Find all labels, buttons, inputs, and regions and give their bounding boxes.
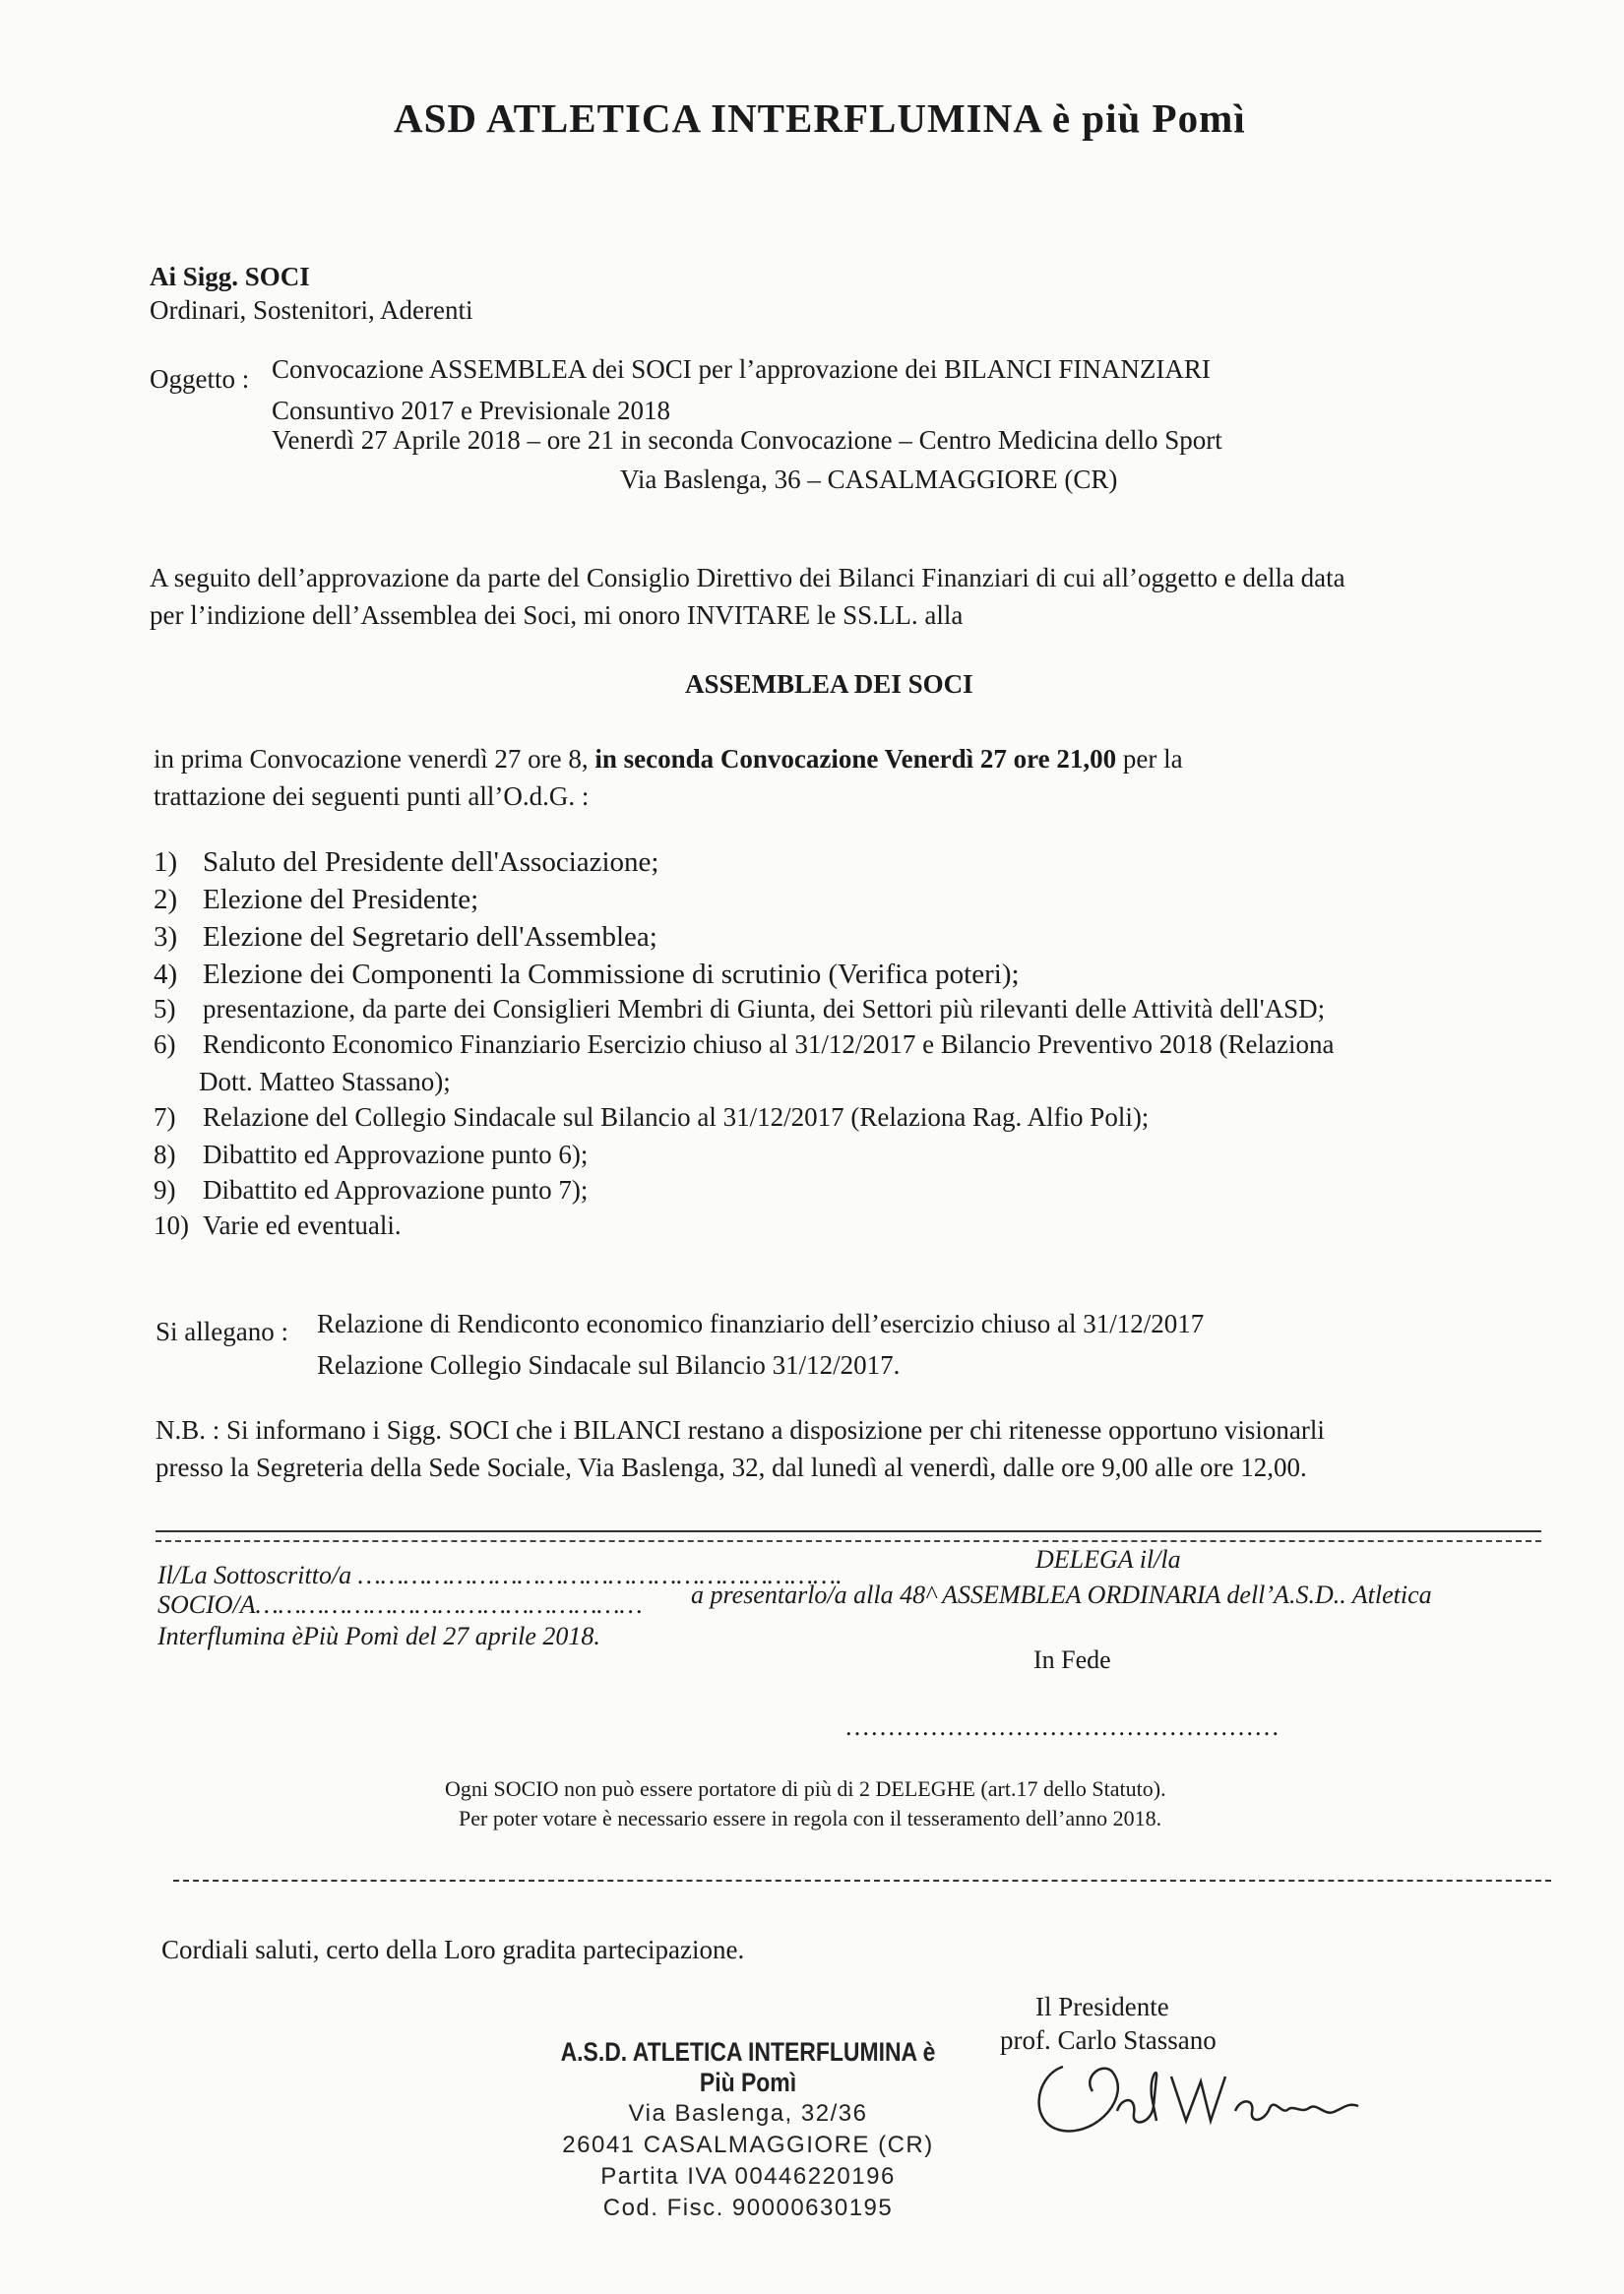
president-role: Il Presidente xyxy=(1035,1992,1169,2021)
stamp-fiscal: Cod. Fisc. 90000630195 xyxy=(602,2195,894,2221)
delegation-line-2-b: a presentarlo/a alla 48^ ASSEMBLEA ORDINARIA dell’A.S.D.. Atletica xyxy=(691,1581,1432,1609)
subject-line-2: Consuntivo 2017 e Previsionale 2018 xyxy=(272,396,670,425)
stamp-city: 26041 CASALMAGGIORE (CR) xyxy=(562,2132,934,2158)
assembly-heading: ASSEMBLEA DEI SOCI xyxy=(685,669,973,699)
convocation-tail: per la xyxy=(1116,744,1183,774)
section-divider xyxy=(156,1530,1541,1532)
nb-line-1: N.B. : Si informano i Sigg. SOCI che i BILANCI restano a disposizione per chi ritenesse opportuno visionarli xyxy=(156,1415,1325,1445)
signature-line: …………………………………………… xyxy=(844,1712,1280,1741)
delegation-line-2: SOCIO/A…………………………………………… xyxy=(157,1590,643,1619)
agenda-item: 8) Dibattito ed Approvazione punto 6); xyxy=(154,1140,589,1169)
attachments-label: Si allegano : xyxy=(156,1317,288,1346)
convocation-first: in prima Convocazione venerdì 27 ore 8, xyxy=(154,744,595,774)
delegation-line-3: Interflumina èPiù Pomì del 27 aprile 2018. xyxy=(157,1622,600,1650)
attachments-line-1: Relazione di Rendiconto economico finanziario dell’esercizio chiuso al 31/12/2017 xyxy=(317,1309,1205,1338)
delegation-note-2: Per poter votare è necessario essere in regola con il tesseramento dell’anno 2018. xyxy=(459,1806,1162,1830)
addressee-line-1: Ai Sigg. SOCI xyxy=(150,262,310,291)
subject-line-1: Convocazione ASSEMBLEA dei SOCI per l’approvazione dei BILANCI FINANZIARI xyxy=(272,354,1211,384)
nb-line-2: presso la Segreteria della Sede Sociale, Via Baslenga, 32, dal lunedì al venerdì, dalle ore 9,00 alle ore 12,00. xyxy=(156,1453,1307,1482)
section-divider-dashed xyxy=(156,1540,1541,1542)
document-title: ASD ATLETICA INTERFLUMINA è più Pomì xyxy=(394,95,1246,141)
closing-text: Cordiali saluti, certo della Loro gradita partecipazione. xyxy=(161,1935,745,1964)
agenda-item: 9) Dibattito ed Approvazione punto 7); xyxy=(154,1175,589,1205)
stamp-vat: Partita IVA 00446220196 xyxy=(600,2163,896,2190)
agenda-item: 6) Rendiconto Economico Finanziario Esercizio chiuso al 31/12/2017 e Bilancio Preventivo 2018 (Relaziona xyxy=(154,1029,1335,1059)
intro-line-1: A seguito dell’approvazione da parte del Consiglio Direttivo dei Bilanci Finanziari di cui all’oggetto e della data xyxy=(150,563,1345,592)
handwritten-signature xyxy=(1024,2037,1378,2145)
agenda-item: 2) Elezione del Presidente; xyxy=(154,884,479,915)
agenda-item: 10) Varie ed eventuali. xyxy=(154,1210,402,1240)
subject-label: Oggetto : xyxy=(150,364,250,394)
agenda-item: 3) Elezione del Segretario dell'Assemblea; xyxy=(154,921,657,953)
president-name: prof. Carlo Stassano xyxy=(1000,2025,1217,2055)
agenda-item: Dott. Matteo Stassano); xyxy=(199,1067,451,1096)
stamp-address: Via Baslenga, 32/36 xyxy=(628,2100,868,2127)
intro-line-2: per l’indizione dell’Assemblea dei Soci, mi onoro INVITARE le SS.LL. alla xyxy=(150,600,964,630)
delegation-delega: DELEGA il/la xyxy=(1035,1545,1181,1574)
association-stamp xyxy=(512,2037,984,2224)
subject-line-3: Venerdì 27 Aprile 2018 – ore 21 in seconda Convocazione – Centro Medicina dello Sport xyxy=(272,425,1222,455)
agenda-item: 7) Relazione del Collegio Sindacale sul Bilancio al 31/12/2017 (Relaziona Rag. Alfio Poli); xyxy=(154,1102,1150,1132)
subject-line-4: Via Baslenga, 36 – CASALMAGGIORE (CR) xyxy=(620,465,1118,494)
convocation-line-2: trattazione dei seguenti punti all’O.d.G. : xyxy=(154,781,590,811)
delegation-note-1: Ogni SOCIO non può essere portatore di più di 2 DELEGHE (art.17 dello Statuto). xyxy=(445,1776,1166,1801)
agenda-item: 1) Saluto del Presidente dell'Associazione; xyxy=(154,846,659,878)
convocation-line-1 xyxy=(154,740,1183,777)
attachments-line-2: Relazione Collegio Sindacale sul Bilancio 31/12/2017. xyxy=(317,1350,901,1380)
delegation-line-1: Il/La Sottoscritto/a ………………………………………………………. xyxy=(157,1561,843,1589)
section-divider-dashed-2 xyxy=(173,1880,1551,1882)
agenda-item: 4) Elezione dei Componenti la Commissione di scrutinio (Verifica poteri); xyxy=(154,959,1020,990)
addressee-line-2: Ordinari, Sostenitori, Aderenti xyxy=(150,295,473,325)
in-fede-label: In Fede xyxy=(1033,1645,1111,1674)
convocation-second: in seconda Convocazione Venerdì 27 ore 21,00 xyxy=(594,744,1117,774)
agenda-item: 5) presentazione, da parte dei Consiglieri Membri di Giunta, dei Settori più rilevanti delle Attività dell'ASD; xyxy=(154,994,1326,1023)
stamp-name: A.S.D. ATLETICA INTERFLUMINA è Più Pomì xyxy=(560,2037,936,2097)
